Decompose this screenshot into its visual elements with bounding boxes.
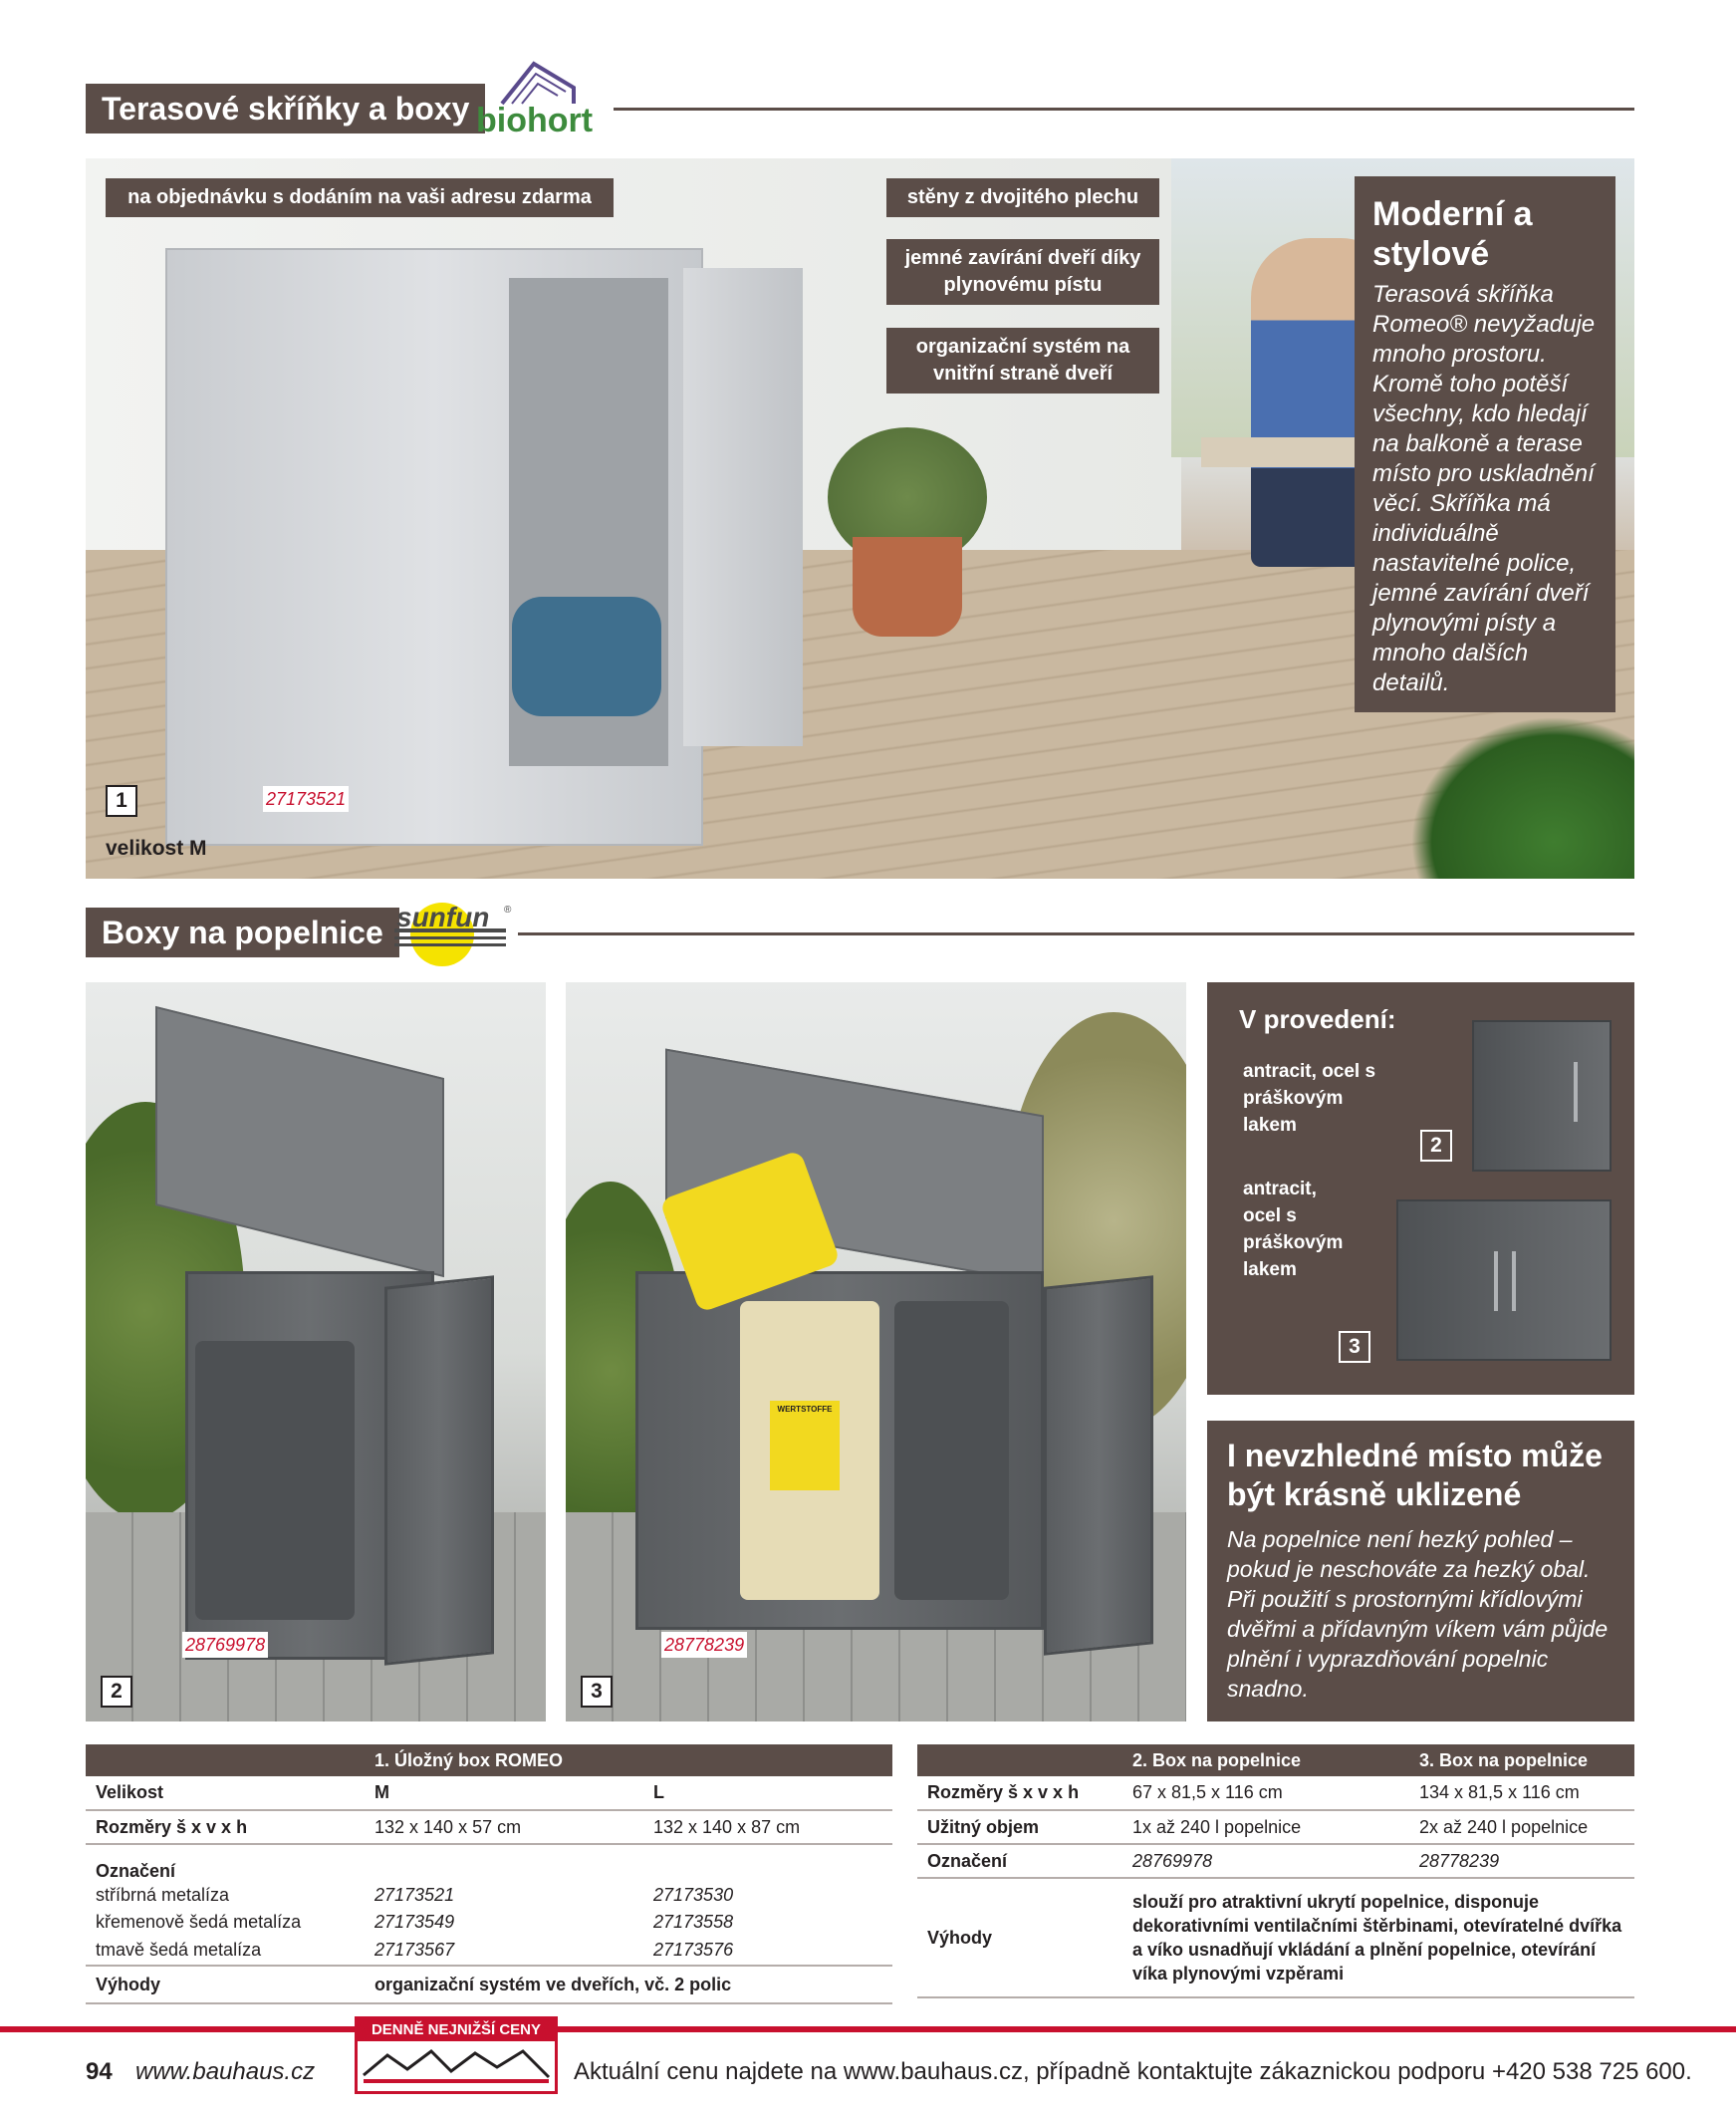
tag-organizer: organizační systém na vnitřní straně dveří	[886, 328, 1159, 394]
t1-silver-l: 27173530	[653, 1885, 734, 1905]
variant-3-image	[1396, 1199, 1612, 1361]
panel-tidy-place	[1207, 1421, 1634, 1721]
page-number: 94	[86, 2058, 113, 2085]
badge-3: 3	[581, 1676, 613, 1708]
t2-dims-b: 134 x 81,5 x 116 cm	[1409, 1776, 1634, 1810]
panel-variants	[1207, 982, 1634, 1395]
article-number-28778239: 28778239	[661, 1632, 747, 1658]
variant-badge-2: 2	[1420, 1130, 1452, 1162]
grey-bin	[195, 1341, 355, 1620]
table2-header-3: 3. Box na popelnice	[1409, 1744, 1634, 1776]
panel2-text: Na popelnice není hezký pohled – pokud je neschováte za hezký obal. Při použití s prostornými křídlovými dvěřmi a přídavným víkem vám půjde plnění i vyprazdňování popelnic snadno.	[1227, 1526, 1609, 1702]
section-rule-1	[614, 108, 1634, 111]
t2-dims-label: Rozměry š x v x h	[917, 1776, 1122, 1810]
bin-sticker: WERTSTOFFE	[770, 1401, 840, 1490]
article-number-27173521: 27173521	[263, 786, 349, 812]
t2-marking-label: Označení	[917, 1844, 1122, 1878]
bin-box-door	[1044, 1275, 1153, 1656]
t1-dark-m: 27173567	[365, 1936, 643, 1966]
t2-benefits-value: slouží pro atraktivní ukrytí popelnice, disponuje dekorativními ventilačními štěrbinami, otevíratelné dvířka a víko usnadňují vkládání a plnění popelnice, otevírání víka plynovými vzpěrami	[1122, 1878, 1634, 1997]
variant-3-handle-r	[1512, 1251, 1516, 1311]
t1-quartz-label: křemenově šedá metalíza	[96, 1912, 302, 1932]
grey-bin	[894, 1301, 1009, 1600]
badge-text: DENNĚ NEJNIŽŠÍ CENY	[358, 2019, 555, 2041]
t1-benefits-value: organizační systém ve dveřích, vč. 2 polic	[365, 1966, 892, 2003]
tag-free-delivery: na objednávku s dodáním na vaši adresu zdarma	[106, 178, 614, 217]
biohort-logo	[472, 58, 608, 135]
flower-pot	[853, 537, 962, 637]
price-chart-icon	[358, 2041, 555, 2091]
badge-2: 2	[101, 1676, 132, 1708]
t2-marking-b: 28778239	[1409, 1844, 1634, 1878]
t1-quartz-m: 27173549	[374, 1912, 455, 1932]
variant-2-image	[1472, 1020, 1612, 1172]
variants-title: V provedení:	[1239, 1004, 1396, 1034]
sunfun-logo	[390, 901, 514, 968]
t2-volume-label: Užitný objem	[917, 1810, 1122, 1844]
t1-dark-label: tmavě šedá metalíza	[86, 1936, 365, 1966]
t1-quartz-l: 27173558	[653, 1912, 734, 1932]
t1-size-l: L	[643, 1776, 892, 1810]
t1-dims-label: Rozměry š x v x h	[86, 1810, 365, 1844]
t1-silver-label: stříbrná metalíza	[96, 1885, 230, 1905]
footer-red-line	[0, 2026, 1736, 2032]
table-bin-boxes	[917, 1744, 1634, 1998]
sunfun-sun-icon	[390, 901, 514, 968]
panel-title: Moderní a stylové	[1372, 195, 1533, 273]
biohort-wordmark: biohort	[476, 102, 594, 135]
t1-size-m: M	[365, 1776, 643, 1810]
cushion	[512, 597, 661, 716]
photo-single-bin-box	[86, 982, 546, 1721]
photo-double-bin-box	[566, 982, 1186, 1721]
t2-volume-a: 1x až 240 l popelnice	[1122, 1810, 1409, 1844]
sunfun-wordmark: sunfun	[396, 902, 490, 932]
bin-box-door	[384, 1275, 494, 1666]
cabinet-open-door	[683, 268, 803, 746]
size-label: velikost M	[106, 837, 207, 860]
panel2-title: I nevzhledné místo může být krásně uklizené	[1227, 1438, 1603, 1512]
t2-dims-a: 67 x 81,5 x 116 cm	[1122, 1776, 1409, 1810]
variant-2-handle	[1574, 1062, 1578, 1122]
table2-header-2: 2. Box na popelnice	[1122, 1744, 1409, 1776]
t1-marking-label: Označení	[96, 1861, 176, 1881]
t1-dims-l: 132 x 140 x 87 cm	[643, 1810, 892, 1844]
article-number-28769978: 28769978	[182, 1632, 268, 1658]
section-title-terrace: Terasové skříňky a boxy	[86, 84, 485, 133]
t2-marking-a: 28769978	[1122, 1844, 1409, 1878]
daily-lowest-price-badge	[355, 2016, 558, 2094]
variant-2-text: antracit, ocel s práškovým lakem	[1243, 1061, 1376, 1136]
t1-silver-m: 27173521	[374, 1885, 455, 1905]
t2-volume-b: 2x až 240 l popelnice	[1409, 1810, 1634, 1844]
svg-text:®: ®	[504, 905, 512, 916]
variant-3-text: antracit, ocel s práškovým lakem	[1243, 1179, 1344, 1280]
t1-size-label: Velikost	[86, 1776, 365, 1810]
table-romeo	[86, 1744, 892, 2004]
panel-modern-stylish	[1355, 176, 1615, 712]
section-rule-2	[518, 932, 1634, 935]
footer-url: www.bauhaus.cz	[135, 2058, 316, 2085]
tag-soft-close: jemné zavírání dveří díky plynovému pístu	[886, 239, 1159, 305]
variant-badge-3: 3	[1339, 1331, 1370, 1363]
t1-benefits-label: Výhody	[86, 1966, 365, 2003]
table1-header: 1. Úložný box ROMEO	[365, 1744, 892, 1776]
fern-plant	[1410, 716, 1634, 879]
panel-text: Terasová skříňka Romeo® nevyžaduje mnoho prostoru. Kromě toho potěší všechny, kdo hledají na balkoně a terase místo pro uskladnění věcí. Skříňka má individuálně nastavitelné police, jemné zavírání dveří plynovými písty a mnoho dalších detailů.	[1372, 281, 1596, 696]
section-title-bin-boxes: Boxy na popelnice	[86, 908, 399, 957]
t1-dims-m: 132 x 140 x 57 cm	[365, 1810, 643, 1844]
t2-benefits-label: Výhody	[917, 1878, 1122, 1997]
variant-3-handle-l	[1494, 1251, 1498, 1311]
tag-double-walls: stěny z dvojitého plechu	[886, 178, 1159, 217]
t1-dark-l: 27173576	[643, 1936, 892, 1966]
footer-note: Aktuální cenu najdete na www.bauhaus.cz, případně kontaktujte zákaznickou podporu +420 538 725 600.	[574, 2058, 1692, 2085]
badge-1: 1	[106, 785, 137, 817]
biohort-roof-icon	[472, 58, 608, 135]
